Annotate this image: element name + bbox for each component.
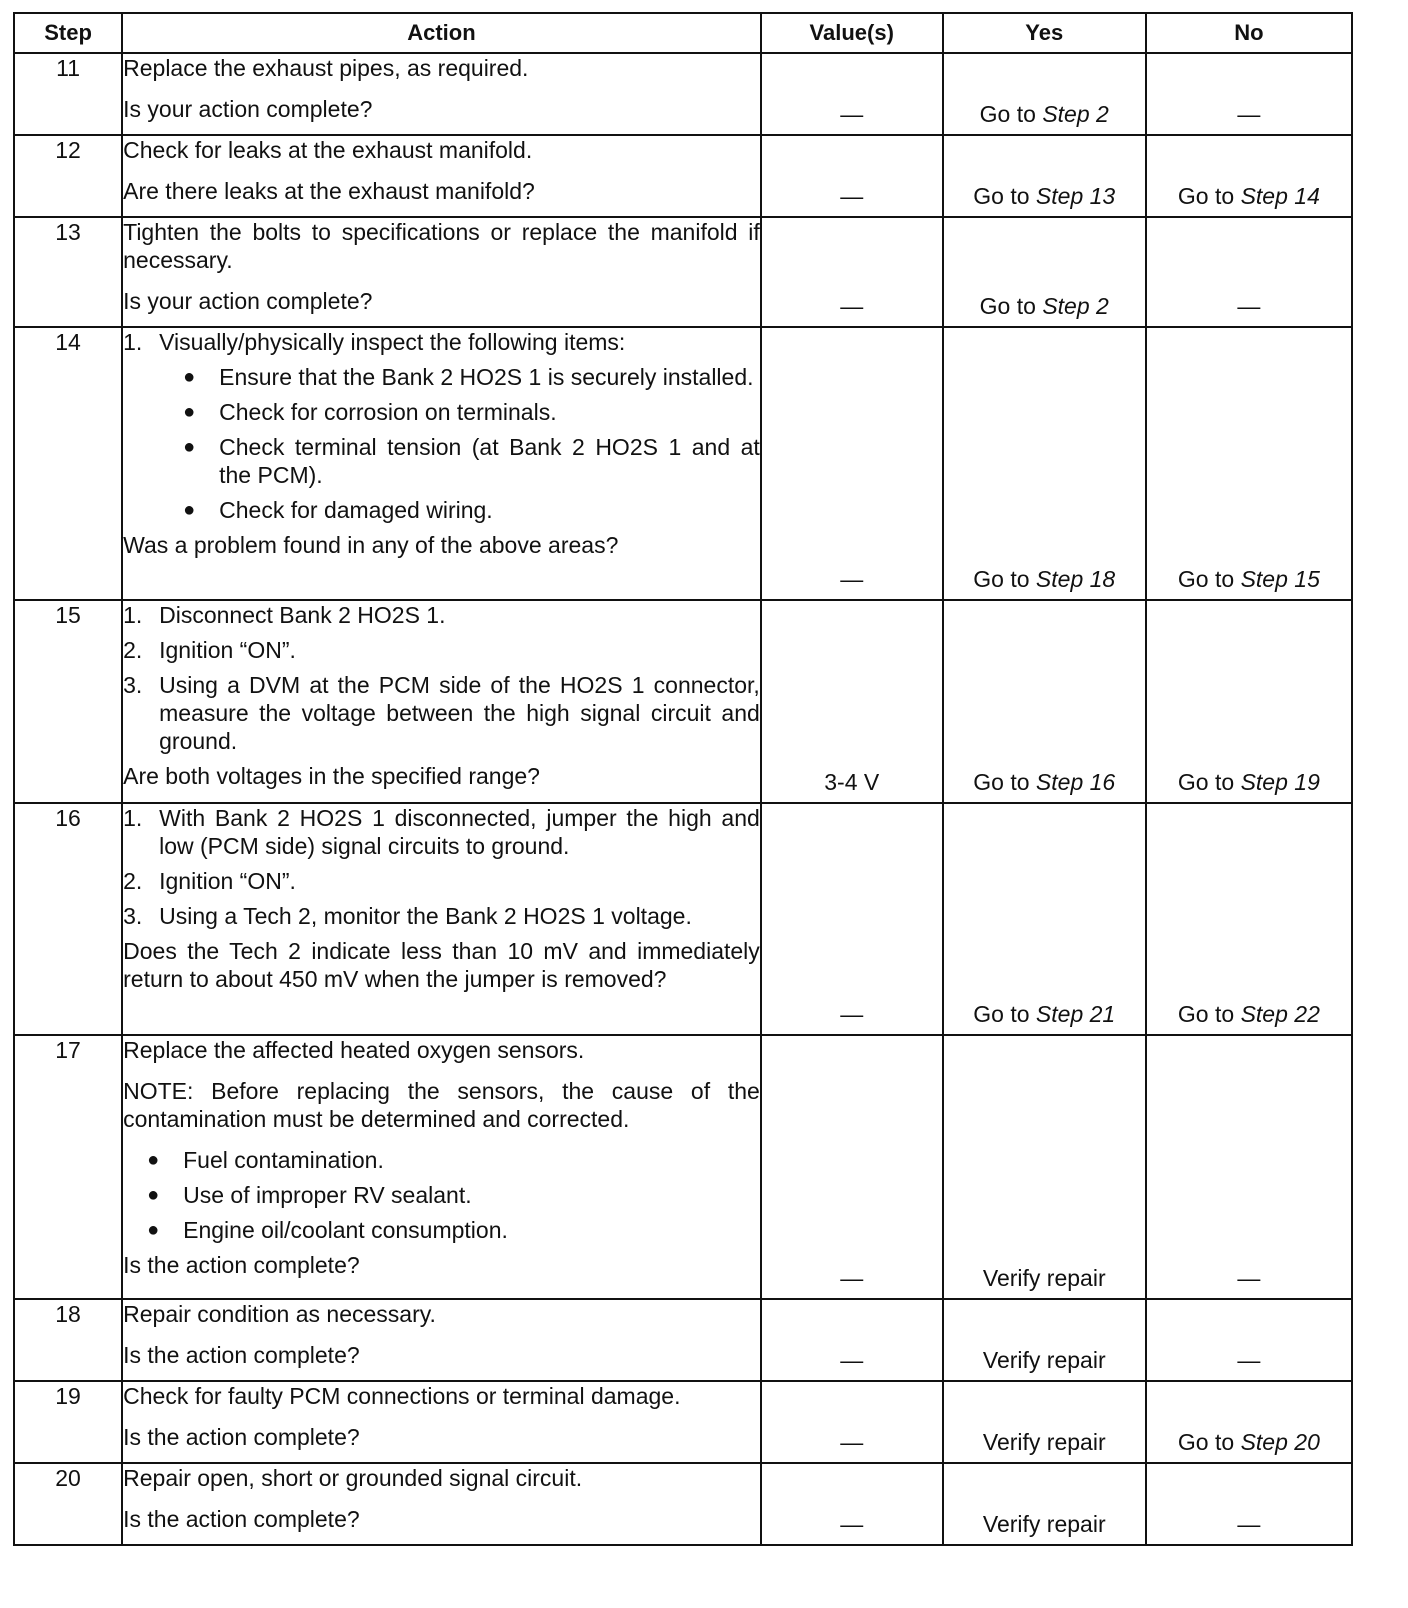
no-text: — <box>1237 293 1261 319</box>
no-step-link[interactable]: Step 14 <box>1240 183 1320 209</box>
action-text: Check for faulty PCM connections or terminal damage. <box>123 1383 681 1409</box>
yes-text: Verify repair <box>982 1347 1106 1373</box>
action-cell <box>122 217 761 327</box>
yes-cell <box>943 217 1146 327</box>
header-yes: Yes <box>943 13 1146 53</box>
bullet-item <box>123 1216 760 1244</box>
action-cell <box>122 53 761 135</box>
table-row <box>14 135 1352 217</box>
item-number: 2. <box>123 637 143 663</box>
header-values: Value(s) <box>761 13 943 53</box>
bullet-item <box>123 363 760 391</box>
item-text: Disconnect Bank 2 HO2S 1. <box>159 602 446 628</box>
value-cell <box>761 600 943 803</box>
item-text: With Bank 2 HO2S 1 disconnected, jumper the high and low (PCM side) signal circuits to ground. <box>159 805 760 859</box>
yes-prefix: Go to <box>973 769 1036 795</box>
bullet-dot-icon: ● <box>183 366 196 388</box>
action-cell <box>122 1381 761 1463</box>
action-cell <box>122 1035 761 1299</box>
action-question: Is the action complete? <box>123 1506 360 1532</box>
step-number: 18 <box>14 1299 122 1381</box>
value-text: — <box>840 293 864 319</box>
action-question: Is your action complete? <box>123 96 373 122</box>
action-text: Repair condition as necessary. <box>123 1301 436 1327</box>
yes-text: Verify repair <box>982 1429 1106 1455</box>
action-cell <box>122 600 761 803</box>
header-row <box>14 13 1352 53</box>
bullet-item <box>123 398 760 426</box>
item-text: Ignition “ON”. <box>159 868 296 894</box>
step-number: 13 <box>14 217 122 327</box>
header-step: Step <box>14 13 122 53</box>
item-number: 1. <box>123 805 143 831</box>
no-prefix: Go to <box>1177 1001 1241 1027</box>
item-text: Ignition “ON”. <box>159 637 296 663</box>
value-cell <box>761 53 943 135</box>
action-text: Check for leaks at the exhaust manifold. <box>123 137 533 163</box>
bullet-text: Check for corrosion on terminals. <box>219 399 557 425</box>
bullet-text: Check terminal tension (at Bank 2 HO2S 1 and at the PCM). <box>219 434 760 488</box>
yes-cell <box>943 1463 1146 1545</box>
item-number: 3. <box>123 903 143 929</box>
action-question: Is your action complete? <box>123 288 373 314</box>
step-number: 17 <box>14 1035 122 1299</box>
value-text: — <box>840 1429 864 1455</box>
action-question: Is the action complete? <box>123 1342 360 1368</box>
no-cell <box>1146 1463 1352 1545</box>
value-cell <box>761 1035 943 1299</box>
yes-cell <box>943 327 1146 600</box>
step-number: 14 <box>14 327 122 600</box>
yes-cell <box>943 135 1146 217</box>
yes-step-link[interactable]: Step 2 <box>1042 293 1109 319</box>
bullet-dot-icon: ● <box>183 436 196 458</box>
no-cell <box>1146 217 1352 327</box>
item-text: Using a Tech 2, monitor the Bank 2 HO2S 1 voltage. <box>159 903 692 929</box>
yes-prefix: Go to <box>973 566 1036 592</box>
value-text: — <box>840 566 864 592</box>
yes-prefix: Go to <box>973 1001 1036 1027</box>
step-number: 16 <box>14 803 122 1035</box>
action-cell <box>122 135 761 217</box>
value-cell <box>761 1463 943 1545</box>
value-text: — <box>840 1511 864 1537</box>
action-question: Are both voltages in the specified range? <box>123 763 540 789</box>
table-row <box>14 803 1352 1035</box>
item-number: 3. <box>123 672 143 698</box>
value-text: — <box>840 101 864 127</box>
no-cell <box>1146 1035 1352 1299</box>
table-row <box>14 1463 1352 1545</box>
bullet-dot-icon: ● <box>147 1184 160 1206</box>
action-cell <box>122 803 761 1035</box>
action-cell <box>122 1463 761 1545</box>
bullet-item <box>123 1181 760 1209</box>
yes-text: Verify repair <box>982 1265 1106 1291</box>
value-text: — <box>840 183 864 209</box>
no-text: — <box>1237 1347 1261 1373</box>
table-row <box>14 600 1352 803</box>
no-cell <box>1146 135 1352 217</box>
value-text: — <box>840 1347 864 1373</box>
no-step-link[interactable]: Step 15 <box>1240 566 1320 592</box>
action-text: Tighten the bolts to specifications or replace the manifold if necessary. <box>123 219 760 273</box>
action-text: Repair open, short or grounded signal circuit. <box>123 1465 583 1491</box>
yes-cell <box>943 803 1146 1035</box>
action-text: Replace the affected heated oxygen sensors. <box>123 1037 585 1063</box>
action-cell <box>122 327 761 600</box>
action-text: Replace the exhaust pipes, as required. <box>123 55 529 81</box>
bullet-item <box>123 496 760 524</box>
numbered-item <box>123 867 760 895</box>
no-cell <box>1146 53 1352 135</box>
table-row <box>14 1035 1352 1299</box>
no-cell <box>1146 327 1352 600</box>
yes-step-link[interactable]: Step 21 <box>1035 1001 1116 1027</box>
bullet-text: Ensure that the Bank 2 HO2S 1 is securely installed. <box>219 364 754 390</box>
no-prefix: Go to <box>1177 1429 1241 1455</box>
diagnostic-table <box>13 12 1353 1546</box>
yes-cell <box>943 600 1146 803</box>
table-row <box>14 217 1352 327</box>
action-question: Is the action complete? <box>123 1252 360 1278</box>
action-question: Is the action complete? <box>123 1424 360 1450</box>
yes-step-link[interactable]: Step 16 <box>1035 769 1116 795</box>
table-row <box>14 327 1352 600</box>
step-number: 12 <box>14 135 122 217</box>
no-prefix: Go to <box>1177 566 1241 592</box>
bullet-dot-icon: ● <box>147 1219 160 1241</box>
yes-cell <box>943 1381 1146 1463</box>
yes-cell <box>943 53 1146 135</box>
value-cell <box>761 1381 943 1463</box>
no-prefix: Go to <box>1177 769 1241 795</box>
value-cell <box>761 803 943 1035</box>
value-text: — <box>840 1265 864 1291</box>
value-cell <box>761 135 943 217</box>
action-question: Does the Tech 2 indicate less than 10 mV and immediately return to about 450 mV when the jumper is removed? <box>123 938 760 992</box>
table-row <box>14 1381 1352 1463</box>
step-number: 11 <box>14 53 122 135</box>
no-cell <box>1146 803 1352 1035</box>
action-question: Are there leaks at the exhaust manifold? <box>123 178 535 204</box>
bullet-dot-icon: ● <box>147 1149 160 1171</box>
bullet-item <box>123 433 760 489</box>
no-cell <box>1146 1381 1352 1463</box>
no-prefix: Go to <box>1177 183 1241 209</box>
yes-text: Verify repair <box>982 1511 1106 1537</box>
numbered-item <box>123 671 760 755</box>
bullet-text: Fuel contamination. <box>183 1147 384 1173</box>
yes-step-link[interactable]: Step 2 <box>1042 101 1109 127</box>
bullet-item <box>123 1146 760 1174</box>
value-cell <box>761 217 943 327</box>
bullet-text: Use of improper RV sealant. <box>183 1182 472 1208</box>
yes-cell <box>943 1035 1146 1299</box>
yes-prefix: Go to <box>973 183 1036 209</box>
no-step-link[interactable]: Step 20 <box>1240 1429 1320 1455</box>
action-cell <box>122 1299 761 1381</box>
no-step-link[interactable]: Step 19 <box>1240 769 1320 795</box>
no-text: — <box>1237 1511 1261 1537</box>
no-text: — <box>1237 101 1261 127</box>
item-text: Visually/physically inspect the following items: <box>159 329 626 355</box>
action-note: NOTE: Before replacing the sensors, the cause of the contamination must be determined and corrected. <box>123 1078 760 1132</box>
no-text: — <box>1237 1265 1261 1291</box>
value-cell <box>761 327 943 600</box>
table-row <box>14 1299 1352 1381</box>
action-question: Was a problem found in any of the above areas? <box>123 532 619 558</box>
yes-cell <box>943 1299 1146 1381</box>
step-number: 15 <box>14 600 122 803</box>
numbered-item <box>123 902 760 930</box>
item-number: 2. <box>123 868 143 894</box>
no-cell <box>1146 1299 1352 1381</box>
step-number: 19 <box>14 1381 122 1463</box>
table-row <box>14 53 1352 135</box>
header-action: Action <box>122 13 761 53</box>
yes-prefix: Go to <box>979 293 1043 319</box>
bullet-text: Engine oil/coolant consumption. <box>183 1217 508 1243</box>
yes-step-link[interactable]: Step 13 <box>1035 183 1116 209</box>
bullet-dot-icon: ● <box>183 499 196 521</box>
item-number: 1. <box>123 602 143 628</box>
numbered-item <box>123 804 760 860</box>
value-text: 3-4 V <box>824 769 880 795</box>
item-text: Using a DVM at the PCM side of the HO2S 1 connector, measure the voltage between the high signal circuit and ground. <box>159 672 760 754</box>
numbered-item <box>123 328 760 356</box>
numbered-item <box>123 636 760 664</box>
numbered-item <box>123 601 760 629</box>
no-step-link[interactable]: Step 22 <box>1240 1001 1320 1027</box>
no-cell <box>1146 600 1352 803</box>
header-no: No <box>1146 13 1352 53</box>
bullet-dot-icon: ● <box>183 401 196 423</box>
value-text: — <box>840 1001 864 1027</box>
yes-step-link[interactable]: Step 18 <box>1035 566 1116 592</box>
item-number: 1. <box>123 329 143 355</box>
bullet-text: Check for damaged wiring. <box>219 497 493 523</box>
yes-prefix: Go to <box>979 101 1043 127</box>
value-cell <box>761 1299 943 1381</box>
step-number: 20 <box>14 1463 122 1545</box>
